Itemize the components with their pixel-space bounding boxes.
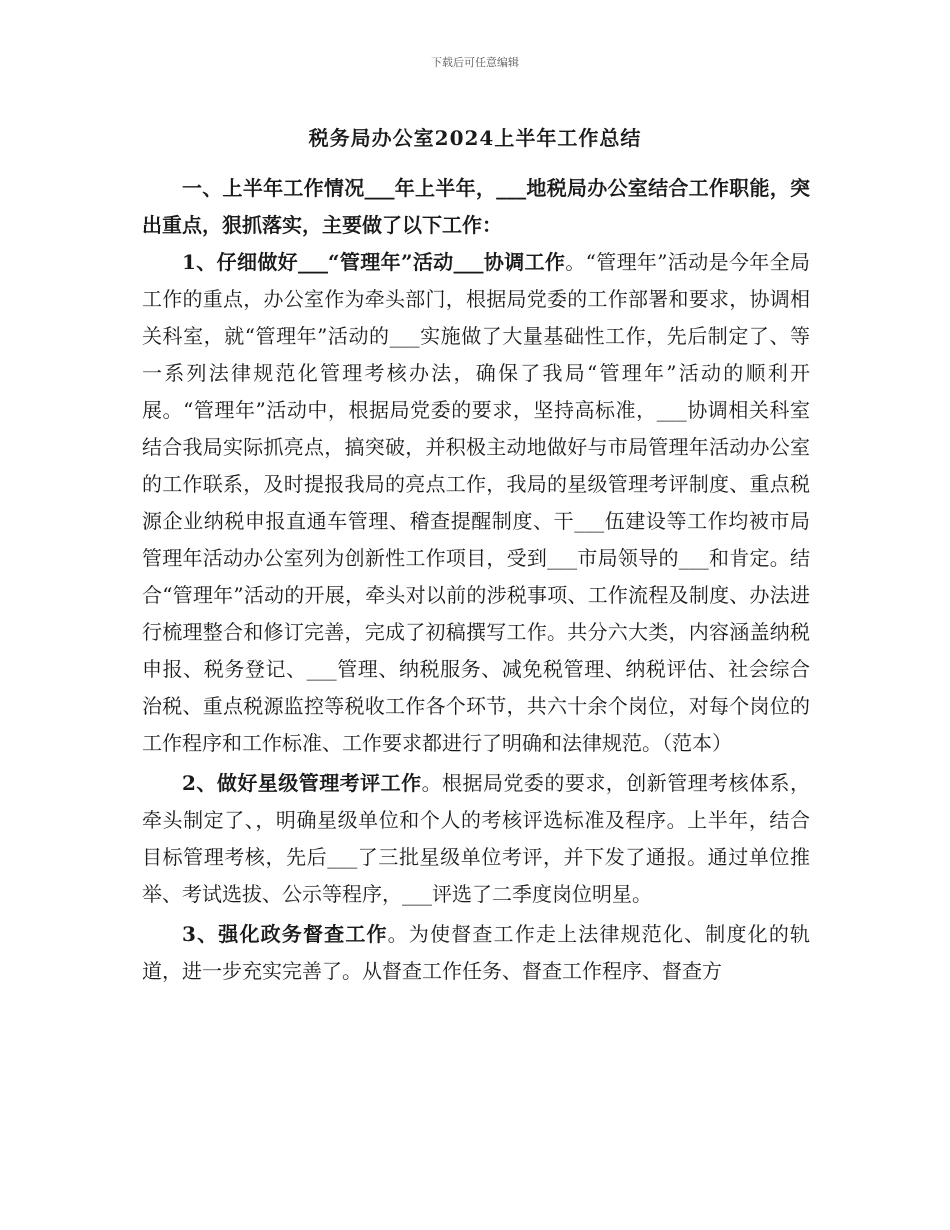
section-3-heading: 3、强化政务督查工作 — [182, 922, 388, 946]
section-1-paragraph — [142, 244, 810, 762]
document-body — [142, 170, 810, 990]
section-1-heading: 1、仔细做好___“管理年”活动___协调工作 — [182, 250, 566, 274]
intro-heading: 一、上半年工作情况___年上半年，___地税局办公室结合工作职能，突出重点，狠抓落实，主要做了以下工作： — [142, 176, 810, 237]
section-2-paragraph — [142, 765, 810, 913]
header-note: 下载后可任意编辑 — [431, 56, 519, 69]
section-2-text: 。根据局党委的要求，创新管理考核体系，牵头制定了、，明确星级单位和个人的考核评选标准及程序。上半年，结合目标管理考核，先后___了三批星级单位考评，并下发了通报。通过单位推举、考试选拔、公示等程序，___评选了二季度岗位明星。 — [142, 771, 811, 906]
page-title: 税务局办公室2024上半年工作总结 — [308, 126, 642, 150]
intro-paragraph — [142, 170, 810, 244]
section-2-heading: 2、做好星级管理考评工作 — [182, 771, 422, 795]
section-1-text: 。“管理年”活动是今年全局工作的重点，办公室作为牵头部门，根据局党委的工作部署和要求，协调相关科室，就“管理年”活动的___实施做了大量基础性工作，先后制定了、等一系列法律规范化管理考核办法，确保了我局“管理年”活动的顺利开展。“管理年”活动中，根据局党委的要求，坚持高标准，___协调相关科室结合我局实际抓亮点，搞突破，并积极主动地做好与市局管理年活动办公室的工作联系，及时提报我局的亮点工作，我局的星级管理考评制度、重点税源企业纳税申报直通车管理、稽查提醒制度、干___伍建设等工作均被市局管理年活动办公室列为创新性工作项目，受到___市局领导的___和肯定。结合“管理年”活动的开展，牵头对以前的涉税事项、工作流程及制度、办法进行梳理整合和修订完善，完成了初稿撰写工作。共分六大类，内容涵盖纳税申报、税务登记、___管理、纳税服务、减免税管理、纳税评估、社会综合治税、重点税源监控等税收工作各个环节，共六十余个岗位，对每个岗位的工作程序和工作标准、工作要求都进行了明确和法律规范。（范本） — [142, 250, 810, 755]
section-3-paragraph — [142, 916, 810, 990]
section-3-text: 。为使督查工作走上法律规范化、制度化的轨道，进一步充实完善了。从督查工作任务、督查工作程序、督查方 — [142, 922, 810, 983]
